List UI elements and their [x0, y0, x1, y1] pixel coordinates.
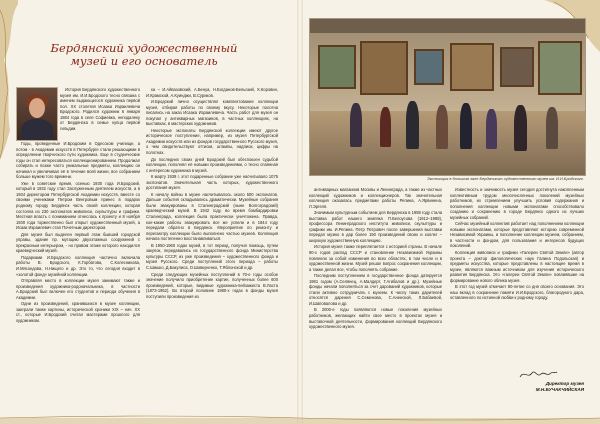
column-3	[309, 187, 442, 331]
column-1-top	[60, 87, 140, 132]
paragraph: Сейчас музейный коллектив работает над пополнением коллекции новыми экспонатами, которые представляют историю современной Независимой Украины, и пополнение коллекции музеем, собранием, в частности и фондом, для пользования и интересов будущих поколений.	[450, 221, 584, 249]
paragraph: До последних своих дней Бродский был обеспокоен судьбой коллекции, пополнял её новыми произведениями, о тесно спаянная с интересом художника в музей.	[146, 156, 278, 173]
signature-block	[506, 381, 584, 392]
paragraph: Последним поступлением в государственное фонда датируется 1981 годом (А.Селянец, А.Малдерт, Г.Агибалов и др.). Музейные фонды начали пополняться за счет дарований художников, которые стали активно сотрудничать с музеем. К числу таких дарителей относятся дарения С.Семенова, С.Аненской, Л.Бабаевой, И.Шаповалова и др.	[309, 273, 442, 306]
paragraph: ка – И.Айвазовский, А.Бенуа, Н.Богданов-Бельский, К.Коровин, И.Крамской, А.Куинджи, В.Суриков.	[146, 87, 278, 98]
paragraph: Уже в советские время, осенью 1930 года И.Бродский, который в 1932 году стал Заслуженным деятелем искусств, а в 1934 директором Петербургской Академии искусств, вместе со своими учениками Петром Венгровым принес в подарок родному городу Бердянск часть своей коллекции, которая состояла из 230 экспонатов живописи, скульптуры и графики. Местная власть с пониманием отнеслась к проекту и 8 ноября 1930 года торжественно был открыт художественный музей, а Исаак Израилевич стал Почетным директором.	[16, 180, 140, 231]
column-4	[450, 187, 584, 302]
director-portrait-photo	[16, 87, 58, 141]
paragraph: Некоторые экспонаты Бердянской коллекции имеют другое историческое поступление, например, из музея Петербургской Академии искусств или из фондов государственного Русского музея, о чем свидетельствуют оттиски, штампы, надписи, цифры на полотнах.	[146, 127, 278, 156]
paragraph: В этот год музей отмечает 80-летие со дня своего основания. Это наш вклад в сохранение памяти И.И.Бродского, благородного дара, оставленного по истинной любви к родному городу.	[450, 284, 584, 301]
paragraph: Для музея был выделен первый этаж бывшей городской управы, здание пр. мутацию двухэтажных сооружений с прекрасным интерьером, - но правом этаже которого находился краеведческий музей.	[16, 231, 140, 254]
paragraph: Среди следующих музейных поступлений в 70-е годы особое значение получило приобретение картин, полученных более 600 произведений, которые, видимые художника-пейзажиста В.Ласта (1873-1952). Во второй половине 1980-х годах в фонды музея поступили произведения из	[146, 271, 278, 299]
signature-role: Директор музея	[545, 381, 584, 386]
column-1	[16, 141, 140, 325]
museum-hall-photo	[309, 18, 586, 176]
paragraph: Известность и значимость музея сегодня достигнута накопленным коллективным трудом многочисленных поколений музейных работников, их стремлением улучшить условия содержания и пополнения коллекции новыми экспонатами способствовало созданию и сохранению в городе Бердянск одного из лучших музейных собраний.	[450, 187, 584, 220]
paragraph: К марту 1939 г. этот подаренные собрание уже насчитывало 1075 экспонатов. Значительная часть которых, художественного достигания музея.	[146, 174, 278, 191]
bottom-border-ornament-icon	[0, 414, 600, 424]
paragraph: антикварных магазинов Москвы и Ленинграда, а также из частных коллекций художников и коллекционеров. Так значительная коллекция оказалась предметами работы Репина, А.Ярвинена, Л.Эргеля.	[309, 187, 442, 209]
paragraph: Коллекция живописи и графики «Галереи Святой Земли» (автор проекта – доктор филологических наук Галина Подольская) и предметы искусства, которые представлены в настоящее время в музее, являются важным источником для изучения исторического развития Бердянска. Это «галереи Святой Земли» повлиявшие на формирование нового облика музея.	[450, 250, 584, 283]
page-gutter	[297, 0, 303, 424]
paragraph: Значимым культурным событием для Бердянска в 1988 году стала выставка работ нашего земляка П.Белоусова (1912–1989), профессора Ленинградского института живописи, скульптуры и графики им. И.Репина. Петр Петрович после завершения выставки передал музею в дар более 150 произведений своих и коллег – широкую художественную коллекцию.	[309, 210, 442, 243]
paragraph: История Бердянского художественного музея им. И.И.Бродского тесно связана с именем выдающегося художника первой пол. XX столетия Исаака Израилевича Бродского. Родился художник 6 января 1884 года в селе Софиевка, неподалеку от Бердянска в семье купца первой гильдии.	[60, 87, 140, 131]
column-2	[146, 87, 278, 300]
paragraph: Подарками И.Бродского коллекция частично включала работы В. Бродского, К.Горбатова, С.Колесникова, И.Мясоедова, Н.Нищего и др. Это то, что сегодня входит в «золотой фонд» музейной коллекции.	[16, 254, 140, 277]
paragraph: Одни из произведений, хранившихся в музее коллекции, заиграли также картины, исторической хроники XIX – нач. XX ст., которые И.Бродский считал мастерами прошлого для художником.	[16, 301, 140, 323]
article-title: Бердянский художественный музей и его основатель	[50, 41, 238, 68]
paragraph: История музея также переплетается с историей страны. В начале 90-х годов распад СССР и становление Независимой Украины повлекли за собой изменения во всех областях, в том числе и в художественной жизни. Музей решал вопрос сохранения коллекции, а также делал все, чтобы пополнять собрание.	[309, 244, 442, 272]
paragraph: В 2000-е годы появляются новые поколения музейных работников, желающих найти свое место в проектах музея и выставочной деятельности, формирования коллекций Бердянского художественного музея.	[309, 307, 442, 330]
paragraph: И.Бродский лично осуществлял комплектование коллекции музея, отбирая работы по своему вкусу. Некоторые полотна писались на заказ Исаака Израилевича. Часть работ для музея он покупал у антикварных магазинов, в частных коллекциях, на выставках, в мастерских художников.	[146, 99, 278, 127]
paragraph: В 1950-1960 годах музей, в тот период, получил помощь, путем закупок, передавались из государственного фонда Министерства культуры СССР, из уже произведения – художественного фонда и музея Русского. Среди поступлений этого периода – работы С.Шишко, Д.Бакулиса, О.Шовкуненко, Т.Яблонской и др.	[146, 242, 278, 270]
paragraph: Годы, проведенные И.Бродским в Одесском училище, а потом - в Академии искусств в Петербурге стали решающими в определении творческого пути художника. Еще в студенческие годы он стал интересоваться коллекционированием. Продолжал собирать и позже часто уникальные предметы, коллекцию он начинал и увеличивал её в течение всей жизни, все собранием больше мужем того времени.	[16, 141, 140, 180]
paragraph: Отправляя место в коллекции музея занимают также и произведения художника-родоначальника, в частности А.Бродский был включен его студентов и периода обучения в Академии.	[16, 278, 140, 300]
photo-caption: Экспозиция в большом зале Бердянского художественного музея им. И.И.Бродского.	[427, 176, 584, 181]
paragraph: К началу войны в музее насчитывалось около 500 экспонатов. Дальше события складывались драматически. Музейные собрания были эвакуированы в Сталинградский (ныне Волгоградский) краеведческий музей. В 1942 году, во время бомбардировки Сталинграда, коллекция была практически уничтожена. Правда, кое-какие работы эвакуировать все же успели и в 1944 году передали обратно в Бердянск. Мероприятие по ремонту и пересмотру коллекции было выполнено частью музеев. Коллекция начала постепенно восстанавливаться.	[146, 191, 278, 242]
handwritten-signature-icon	[518, 368, 558, 380]
signature-name: М.Н.БУЧАКЧИЙСКАЯ	[535, 386, 584, 392]
